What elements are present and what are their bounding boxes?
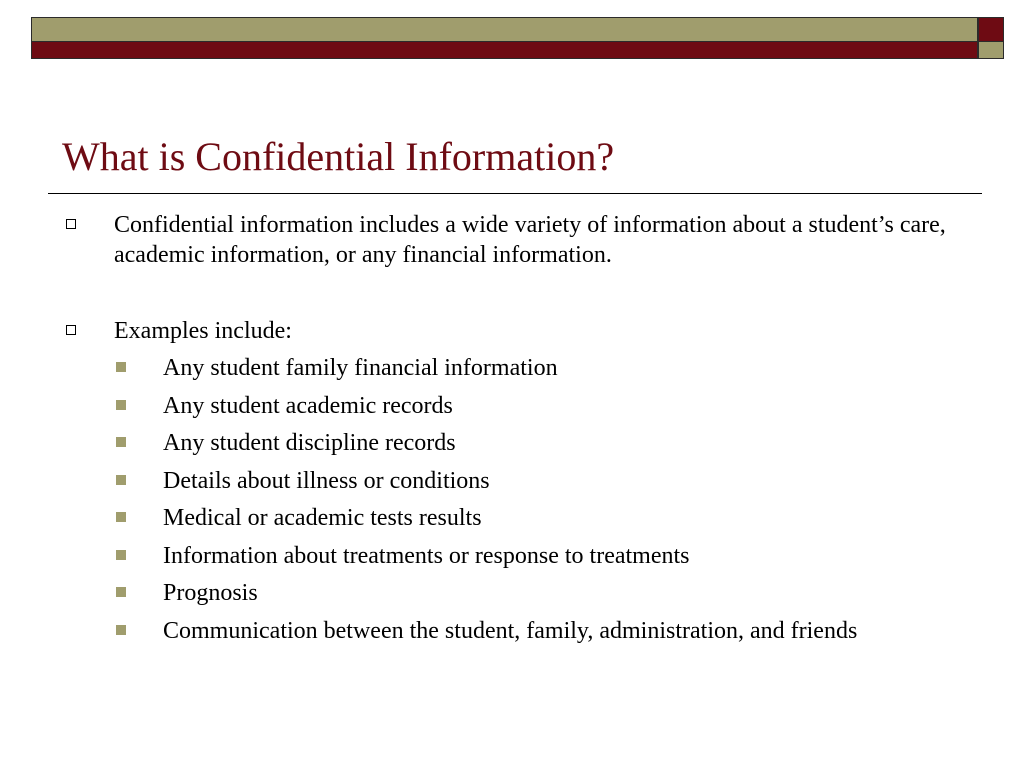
sub-bullet-item [163,541,943,571]
filled-square-icon [116,625,126,635]
bullet-item [114,210,964,270]
filled-square-icon [116,550,126,560]
banner-maroon-band [31,42,978,59]
title-divider [48,193,982,194]
sub-bullet-text: Details about illness or conditions [163,468,490,494]
sub-bullet-item [163,616,943,646]
filled-square-icon [116,475,126,485]
banner-olive-band [31,17,978,42]
hollow-square-icon [66,219,76,229]
sub-bullet-item [163,578,943,608]
bullet-item [114,316,964,346]
sub-bullet-text: Medical or academic tests results [163,505,482,531]
filled-square-icon [116,512,126,522]
sub-bullet-item [163,353,943,383]
sub-bullet-text: Any student academic records [163,393,453,419]
slide-title: What is Confidential Information? [62,134,615,179]
sub-bullet-text: Any student family financial information [163,355,558,381]
hollow-square-icon [66,325,76,335]
sub-bullet-item [163,466,943,496]
sub-bullet-item [163,503,943,533]
sub-bullet-text: Any student discipline records [163,430,456,456]
sub-bullet-text: Information about treatments or response to treatments [163,543,690,569]
filled-square-icon [116,362,126,372]
filled-square-icon [116,437,126,447]
filled-square-icon [116,587,126,597]
sub-bullet-item [163,391,943,421]
banner-olive-square [978,42,1004,59]
banner-maroon-square [978,17,1004,42]
sub-bullet-text: Communication between the student, family, administration, and friends [163,618,858,644]
sub-bullet-item [163,428,943,458]
bullet-text: Examples include: [114,318,292,344]
bullet-text: Confidential information includes a wide variety of information about a student’s care, academic information, or any financial information. [114,212,946,268]
sub-bullet-text: Prognosis [163,580,258,606]
filled-square-icon [116,400,126,410]
